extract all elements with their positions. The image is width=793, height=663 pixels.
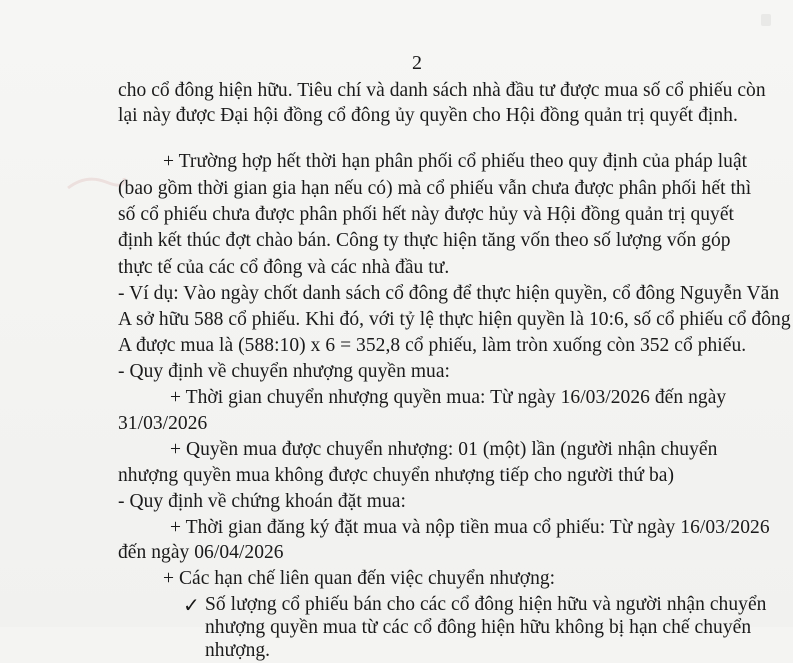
text-line-20: Số lượng cổ phiếu bán cho các cổ đông hiện hữu và người nhận chuyển	[205, 594, 767, 615]
text-line-7: thực tế của các cổ đông và các nhà đầu tư.	[118, 257, 450, 278]
corner-mark	[761, 14, 771, 26]
text-line-9: A sở hữu 588 cổ phiếu. Khi đó, với tỷ lệ thực hiện quyền là 10:6, số cổ phiếu cổ đông	[118, 309, 791, 330]
check-icon: ✓	[183, 593, 200, 617]
text-line-17: + Thời gian đăng ký đặt mua và nộp tiền mua cổ phiếu: Từ ngày 16/03/2026	[170, 517, 770, 538]
text-line-13: 31/03/2026	[118, 413, 208, 434]
text-line-18: đến ngày 06/04/2026	[118, 542, 284, 563]
text-line-16: - Quy định về chứng khoán đặt mua:	[118, 491, 406, 512]
text-line-8: - Ví dụ: Vào ngày chốt danh sách cổ đông để thực hiện quyền, cổ đông Nguyễn Văn	[118, 283, 780, 304]
text-line-1: cho cổ đông hiện hữu. Tiêu chí và danh sách nhà đầu tư được mua số cổ phiếu còn	[118, 80, 766, 101]
text-line-12: + Thời gian chuyển nhượng quyền mua: Từ ngày 16/03/2026 đến ngày	[170, 387, 727, 408]
text-line-19: + Các hạn chế liên quan đến việc chuyển nhượng:	[163, 568, 556, 589]
page-number: 2	[412, 52, 422, 74]
text-line-6: định kết thúc đợt chào bán. Công ty thực hiện tăng vốn theo số lượng vốn góp	[118, 230, 731, 251]
text-line-5: số cổ phiếu chưa được phân phối hết này được hủy và Hội đồng quản trị quyết	[118, 204, 735, 225]
text-line-22: nhượng.	[205, 640, 271, 661]
text-line-21: nhượng quyền mua từ các cổ đông hiện hữu không bị hạn chế chuyển	[205, 617, 752, 638]
text-line-3: + Trường hợp hết thời hạn phân phối cổ phiếu theo quy định của pháp luật	[163, 151, 748, 172]
text-line-4: (bao gồm thời gian gia hạn nếu có) mà cổ phiếu vẫn chưa được phân phối hết thì	[118, 178, 752, 199]
text-line-10: A được mua là (588:10) x 6 = 352,8 cổ phiếu, làm tròn xuống còn 352 cổ phiếu.	[118, 335, 747, 356]
text-line-11: - Quy định về chuyển nhượng quyền mua:	[118, 361, 451, 382]
text-line-2: lại này được Đại hội đồng cổ đông ủy quyền cho Hội đồng quản trị quyết định.	[118, 105, 738, 126]
stamp-ghost	[66, 170, 126, 196]
text-line-14: + Quyền mua được chuyển nhượng: 01 (một) lần (người nhận chuyển	[170, 439, 718, 460]
text-line-15: nhượng quyền mua không được chuyển nhượng tiếp cho người thứ ba)	[118, 465, 674, 486]
